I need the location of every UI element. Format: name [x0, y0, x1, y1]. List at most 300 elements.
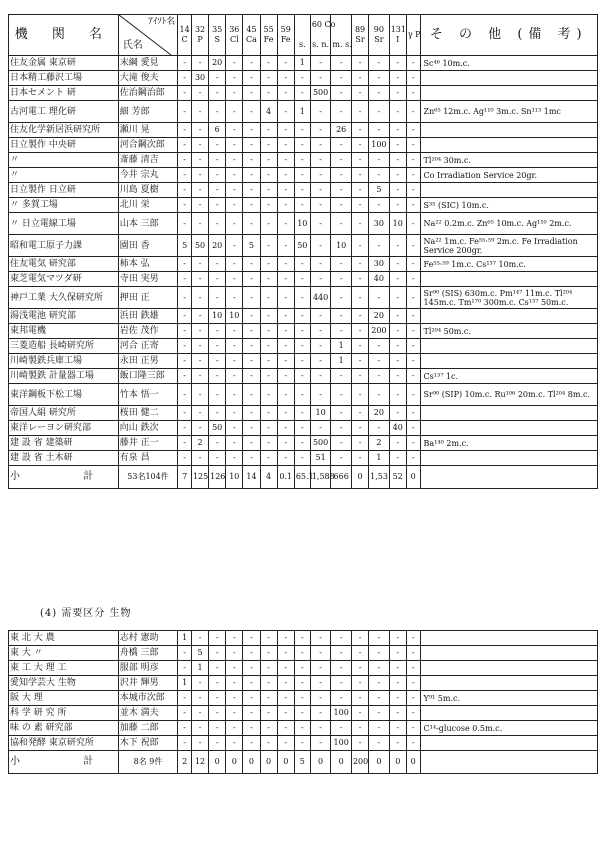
value-cell: - — [191, 384, 208, 406]
value-cell: - — [226, 369, 243, 384]
value-cell: - — [260, 451, 277, 466]
subtotal-value: 0 — [406, 751, 420, 774]
header-isotope-col — [277, 15, 294, 56]
value-cell: - — [310, 309, 331, 324]
value-cell: - — [178, 198, 192, 213]
value-cell: - — [331, 384, 352, 406]
remarks-cell — [420, 676, 597, 691]
value-cell: - — [260, 436, 277, 451]
remarks-cell: Tl²⁰⁴ 30m.c. — [420, 153, 597, 168]
person-cell: 藤井 正一 — [118, 436, 177, 451]
value-cell: - — [406, 56, 420, 71]
value-cell: - — [191, 86, 208, 101]
value-cell: 5 — [191, 646, 208, 661]
value-cell: - — [243, 706, 260, 721]
value-cell: - — [243, 369, 260, 384]
person-cell: 河合鋼次郎 — [118, 138, 177, 153]
remarks-cell — [420, 123, 597, 138]
value-cell: - — [369, 86, 390, 101]
value-cell: - — [331, 661, 352, 676]
subtotal-label: 小 計 — [9, 751, 119, 774]
remarks-cell: Co Irradiation Service 20gr. — [420, 168, 597, 183]
person-cell: 寺田 実男 — [118, 272, 177, 287]
value-cell: 10 — [331, 235, 352, 257]
value-cell: - — [226, 436, 243, 451]
value-cell: - — [178, 257, 192, 272]
value-cell: - — [310, 123, 331, 138]
value-cell: - — [351, 736, 368, 751]
remarks-cell: S³⁵ (SIC) 10m.c. — [420, 198, 597, 213]
value-cell: - — [310, 56, 331, 71]
value-cell: - — [209, 324, 226, 339]
value-cell: 20 — [209, 56, 226, 71]
remarks-cell: Na²² 1m.c. Fe⁵⁵·⁵⁹ 2m.c. Fe Irradiation Service 200gr. — [420, 235, 597, 257]
value-cell: 100 — [331, 736, 352, 751]
value-cell: - — [243, 71, 260, 86]
value-cell: 50 — [294, 235, 310, 257]
value-cell: - — [406, 138, 420, 153]
person-cell: 佐治鋼治郎 — [118, 86, 177, 101]
value-cell: - — [277, 324, 294, 339]
value-cell: - — [277, 71, 294, 86]
value-cell: 4 — [260, 101, 277, 123]
value-cell: - — [191, 123, 208, 138]
person-cell: 竹本 悟一 — [118, 384, 177, 406]
value-cell: - — [178, 646, 192, 661]
value-cell: - — [331, 138, 352, 153]
value-cell: 2 — [369, 436, 390, 451]
subtotal-value: 0 — [351, 466, 368, 489]
value-cell: - — [351, 384, 368, 406]
value-cell: - — [243, 436, 260, 451]
value-cell: - — [331, 168, 352, 183]
value-cell: - — [277, 56, 294, 71]
subtotal-remarks — [420, 466, 597, 489]
value-cell: - — [191, 631, 208, 646]
table-row — [9, 369, 598, 384]
value-cell: - — [369, 71, 390, 86]
org-cell: 東 北 大 農 — [9, 631, 119, 646]
value-cell: - — [310, 736, 331, 751]
value-cell: - — [277, 257, 294, 272]
value-cell: - — [294, 324, 310, 339]
remarks-cell — [420, 661, 597, 676]
org-cell: 東洋鋼板下松工場 — [9, 384, 119, 406]
value-cell: - — [369, 384, 390, 406]
value-cell: - — [191, 153, 208, 168]
org-cell: 〃 — [9, 168, 119, 183]
person-cell: 加藤 二郎 — [118, 721, 177, 736]
subtotal-value: 126 — [209, 466, 226, 489]
value-cell: - — [389, 257, 406, 272]
value-cell: - — [369, 661, 390, 676]
person-cell: 山本 三郎 — [118, 213, 177, 235]
value-cell: - — [310, 153, 331, 168]
header-isotope-col — [209, 15, 226, 56]
value-cell: - — [243, 451, 260, 466]
value-cell: - — [294, 384, 310, 406]
org-cell: 味 の 素 研究部 — [9, 721, 119, 736]
person-cell: 押田 正 — [118, 287, 177, 309]
subtotal-value: 2 — [178, 751, 192, 774]
value-cell: - — [294, 183, 310, 198]
value-cell: - — [260, 153, 277, 168]
value-cell: 5 — [178, 235, 192, 257]
value-cell: - — [260, 721, 277, 736]
value-cell: - — [331, 198, 352, 213]
value-cell: - — [351, 123, 368, 138]
value-cell: - — [226, 631, 243, 646]
value-cell: - — [260, 736, 277, 751]
value-cell: - — [277, 101, 294, 123]
value-cell: - — [277, 309, 294, 324]
value-cell: - — [389, 86, 406, 101]
org-cell: 建 設 省 土木研 — [9, 451, 119, 466]
value-cell: - — [406, 339, 420, 354]
value-cell: - — [243, 183, 260, 198]
value-cell: - — [369, 736, 390, 751]
value-cell: - — [351, 324, 368, 339]
value-cell: - — [243, 421, 260, 436]
table-row — [9, 384, 598, 406]
value-cell: - — [294, 257, 310, 272]
value-cell: - — [226, 123, 243, 138]
header-isotope-symbol: Ca — [246, 35, 257, 44]
value-cell: - — [260, 86, 277, 101]
person-cell: 園田 香 — [118, 235, 177, 257]
value-cell: - — [277, 86, 294, 101]
header-isotope-number: 36 — [229, 25, 240, 34]
value-cell: - — [406, 736, 420, 751]
subtotal-count: 53名104件 — [118, 466, 177, 489]
header-isotope-col — [191, 15, 208, 56]
value-cell: - — [310, 101, 331, 123]
value-cell: - — [178, 309, 192, 324]
value-cell: - — [331, 369, 352, 384]
table-row — [9, 631, 598, 646]
value-cell: - — [389, 339, 406, 354]
remarks-cell — [420, 631, 597, 646]
value-cell: - — [294, 676, 310, 691]
header-isotope-col — [389, 15, 406, 56]
value-cell: - — [191, 339, 208, 354]
table-row — [9, 213, 598, 235]
value-cell: - — [389, 123, 406, 138]
remarks-cell: Sr⁹⁰ (SIS) 630m.c. Pm¹⁴⁷ 11m.c. Tl²⁰⁴ 145m.c. Tm¹⁷⁰ 300m.c. Cs¹³⁷ 50m.c. — [420, 287, 597, 309]
value-cell: - — [226, 324, 243, 339]
value-cell: - — [294, 354, 310, 369]
header-isotope-symbol: s. — [298, 40, 306, 49]
org-cell: 東 工 大 理 工 — [9, 661, 119, 676]
remarks-cell — [420, 421, 597, 436]
header-isotope-number: 89 — [354, 25, 366, 34]
value-cell: - — [260, 198, 277, 213]
value-cell: - — [178, 706, 192, 721]
table-row — [9, 198, 598, 213]
table-row — [9, 272, 598, 287]
value-cell: - — [310, 213, 331, 235]
value-cell: - — [209, 101, 226, 123]
value-cell: - — [209, 691, 226, 706]
value-cell: - — [406, 168, 420, 183]
table-row — [9, 721, 598, 736]
remarks-cell — [420, 86, 597, 101]
remarks-cell — [420, 272, 597, 287]
subtotal-remarks — [420, 751, 597, 774]
table-row — [9, 123, 598, 138]
value-cell: - — [191, 736, 208, 751]
value-cell: - — [351, 646, 368, 661]
header-isotope-number: 45 — [246, 25, 257, 34]
value-cell: - — [406, 354, 420, 369]
value-cell: - — [260, 71, 277, 86]
value-cell: - — [260, 691, 277, 706]
value-cell: - — [406, 86, 420, 101]
value-cell: - — [389, 138, 406, 153]
value-cell: - — [294, 406, 310, 421]
value-cell: - — [369, 631, 390, 646]
value-cell: - — [191, 213, 208, 235]
table-row — [9, 235, 598, 257]
person-cell: 岩佐 茂作 — [118, 324, 177, 339]
org-cell: 〃 — [9, 153, 119, 168]
remarks-cell — [420, 406, 597, 421]
value-cell: - — [406, 706, 420, 721]
value-cell: 20 — [209, 235, 226, 257]
table-row — [9, 101, 598, 123]
value-cell: - — [243, 168, 260, 183]
value-cell: - — [310, 324, 331, 339]
value-cell: - — [260, 287, 277, 309]
value-cell: - — [389, 369, 406, 384]
value-cell: - — [389, 272, 406, 287]
value-cell: - — [277, 339, 294, 354]
org-cell: 東芝電気マツダ研 — [9, 272, 119, 287]
value-cell: - — [389, 153, 406, 168]
remarks-cell — [420, 183, 597, 198]
header-isotope-col — [351, 15, 368, 56]
header-co-label: 60 Co — [311, 20, 336, 29]
org-cell: 東 大 〃 — [9, 646, 119, 661]
value-cell: - — [178, 138, 192, 153]
value-cell: - — [226, 235, 243, 257]
value-cell: - — [226, 706, 243, 721]
value-cell: - — [226, 71, 243, 86]
subtotal-value: 14 — [243, 466, 260, 489]
value-cell: - — [294, 309, 310, 324]
value-cell: - — [277, 451, 294, 466]
value-cell: - — [277, 369, 294, 384]
value-cell: - — [209, 257, 226, 272]
remarks-cell — [420, 309, 597, 324]
value-cell: - — [243, 153, 260, 168]
value-cell: - — [260, 384, 277, 406]
remarks-cell — [420, 71, 597, 86]
header-isotope-col — [260, 15, 277, 56]
value-cell: 1 — [191, 661, 208, 676]
value-cell: - — [351, 213, 368, 235]
value-cell: - — [389, 354, 406, 369]
person-cell: 本城市次郎 — [118, 691, 177, 706]
value-cell: - — [243, 661, 260, 676]
table-row — [9, 706, 598, 721]
value-cell: - — [226, 56, 243, 71]
header-isotope-symbol: Fe — [280, 35, 291, 44]
value-cell: - — [369, 168, 390, 183]
value-cell: - — [351, 56, 368, 71]
org-cell: 協和発酵 東京研究所 — [9, 736, 119, 751]
value-cell: - — [178, 213, 192, 235]
remarks-cell: Y⁹¹ 5m.c. — [420, 691, 597, 706]
subtotal-value: 1,588 — [310, 466, 331, 489]
value-cell: - — [191, 691, 208, 706]
value-cell: - — [226, 421, 243, 436]
value-cell: - — [406, 71, 420, 86]
value-cell: - — [351, 354, 368, 369]
value-cell: - — [351, 339, 368, 354]
value-cell: - — [277, 436, 294, 451]
value-cell: - — [178, 421, 192, 436]
value-cell: - — [389, 384, 406, 406]
value-cell: - — [209, 736, 226, 751]
value-cell: 10 — [209, 309, 226, 324]
value-cell: - — [226, 198, 243, 213]
isotope-table-industry — [8, 14, 598, 489]
value-cell: - — [310, 721, 331, 736]
value-cell: - — [389, 309, 406, 324]
value-cell: - — [243, 354, 260, 369]
value-cell: - — [310, 168, 331, 183]
value-cell: - — [209, 406, 226, 421]
value-cell: - — [294, 369, 310, 384]
subtotal-value: 666 — [331, 466, 352, 489]
value-cell: - — [226, 406, 243, 421]
value-cell: - — [294, 736, 310, 751]
header-remarks: そ の 他 (備 考) — [420, 15, 597, 56]
org-cell: 湯浅電池 研究部 — [9, 309, 119, 324]
subtotal-row — [9, 751, 598, 774]
value-cell: - — [351, 631, 368, 646]
value-cell: - — [226, 153, 243, 168]
header-row — [9, 15, 598, 56]
value-cell: 100 — [369, 138, 390, 153]
subtotal-value: 1,53 — [369, 466, 390, 489]
subtotal-value: 0 — [209, 751, 226, 774]
value-cell: - — [209, 631, 226, 646]
person-cell: 有泉 昌 — [118, 451, 177, 466]
value-cell: - — [243, 721, 260, 736]
value-cell: - — [277, 421, 294, 436]
org-cell: 日本精工藤沢工場 — [9, 71, 119, 86]
value-cell: - — [191, 706, 208, 721]
value-cell: - — [351, 257, 368, 272]
value-cell: - — [406, 631, 420, 646]
person-cell: 向山 鉄次 — [118, 421, 177, 436]
person-cell: 斎藤 清吉 — [118, 153, 177, 168]
value-cell: - — [243, 646, 260, 661]
value-cell: - — [226, 257, 243, 272]
value-cell: - — [310, 354, 331, 369]
header-isotope-symbol: Sr — [355, 35, 365, 44]
table-row — [9, 309, 598, 324]
value-cell: - — [406, 451, 420, 466]
org-cell: 〃 日立電線工場 — [9, 213, 119, 235]
value-cell: - — [226, 287, 243, 309]
value-cell: - — [243, 384, 260, 406]
value-cell: - — [406, 676, 420, 691]
value-cell: - — [178, 384, 192, 406]
remarks-cell: C¹⁴-glucose 0.5m.c. — [420, 721, 597, 736]
subtotal-value: 52 — [389, 466, 406, 489]
header-isotope-symbol: s. n. — [312, 40, 330, 49]
value-cell: - — [351, 71, 368, 86]
org-cell: 科 学 研 究 所 — [9, 706, 119, 721]
value-cell: 1 — [294, 56, 310, 71]
header-org: 機 関 名 — [9, 15, 119, 56]
value-cell: - — [331, 101, 352, 123]
value-cell: - — [243, 272, 260, 287]
header-isotope-name: ｱｲｿﾄ名 — [148, 17, 176, 27]
value-cell: 2 — [191, 436, 208, 451]
subtotal-value: 0 — [406, 466, 420, 489]
value-cell: - — [406, 646, 420, 661]
value-cell: - — [389, 436, 406, 451]
value-cell: - — [406, 421, 420, 436]
value-cell: - — [351, 451, 368, 466]
value-cell: - — [277, 406, 294, 421]
table-row — [9, 451, 598, 466]
value-cell: - — [209, 676, 226, 691]
value-cell: - — [226, 183, 243, 198]
value-cell: - — [369, 354, 390, 369]
remarks-cell: Ba¹⁴⁰ 2m.c. — [420, 436, 597, 451]
subtotal-value: 0 — [310, 751, 331, 774]
value-cell: - — [260, 123, 277, 138]
value-cell: - — [277, 661, 294, 676]
value-cell: - — [351, 272, 368, 287]
subtotal-value: 0 — [369, 751, 390, 774]
header-isotope-symbol: m. s. — [332, 40, 352, 49]
value-cell: - — [226, 451, 243, 466]
value-cell: - — [389, 706, 406, 721]
value-cell: - — [260, 406, 277, 421]
value-cell: - — [178, 101, 192, 123]
value-cell: - — [226, 272, 243, 287]
person-cell: 今井 宗丸 — [118, 168, 177, 183]
value-cell: - — [226, 721, 243, 736]
value-cell: - — [277, 235, 294, 257]
org-cell: 建 設 省 建築研 — [9, 436, 119, 451]
value-cell: - — [331, 287, 352, 309]
value-cell: - — [369, 676, 390, 691]
org-cell: 三菱造船 長崎研究所 — [9, 339, 119, 354]
value-cell: - — [277, 168, 294, 183]
value-cell: - — [294, 71, 310, 86]
value-cell: - — [294, 631, 310, 646]
value-cell: - — [351, 406, 368, 421]
person-cell: 河合 正寄 — [118, 339, 177, 354]
value-cell: - — [277, 213, 294, 235]
remarks-cell: Zn⁶⁵ 12m.c. Ag¹¹⁰ 3m.c. Sn¹¹³ 1mc — [420, 101, 597, 123]
header-isotope-col — [178, 15, 192, 56]
value-cell: - — [406, 661, 420, 676]
value-cell: - — [351, 369, 368, 384]
value-cell: - — [209, 183, 226, 198]
value-cell: - — [209, 451, 226, 466]
value-cell: - — [243, 339, 260, 354]
value-cell: - — [310, 235, 331, 257]
remarks-cell: Sc⁴⁶ 10m.c. — [420, 56, 597, 71]
